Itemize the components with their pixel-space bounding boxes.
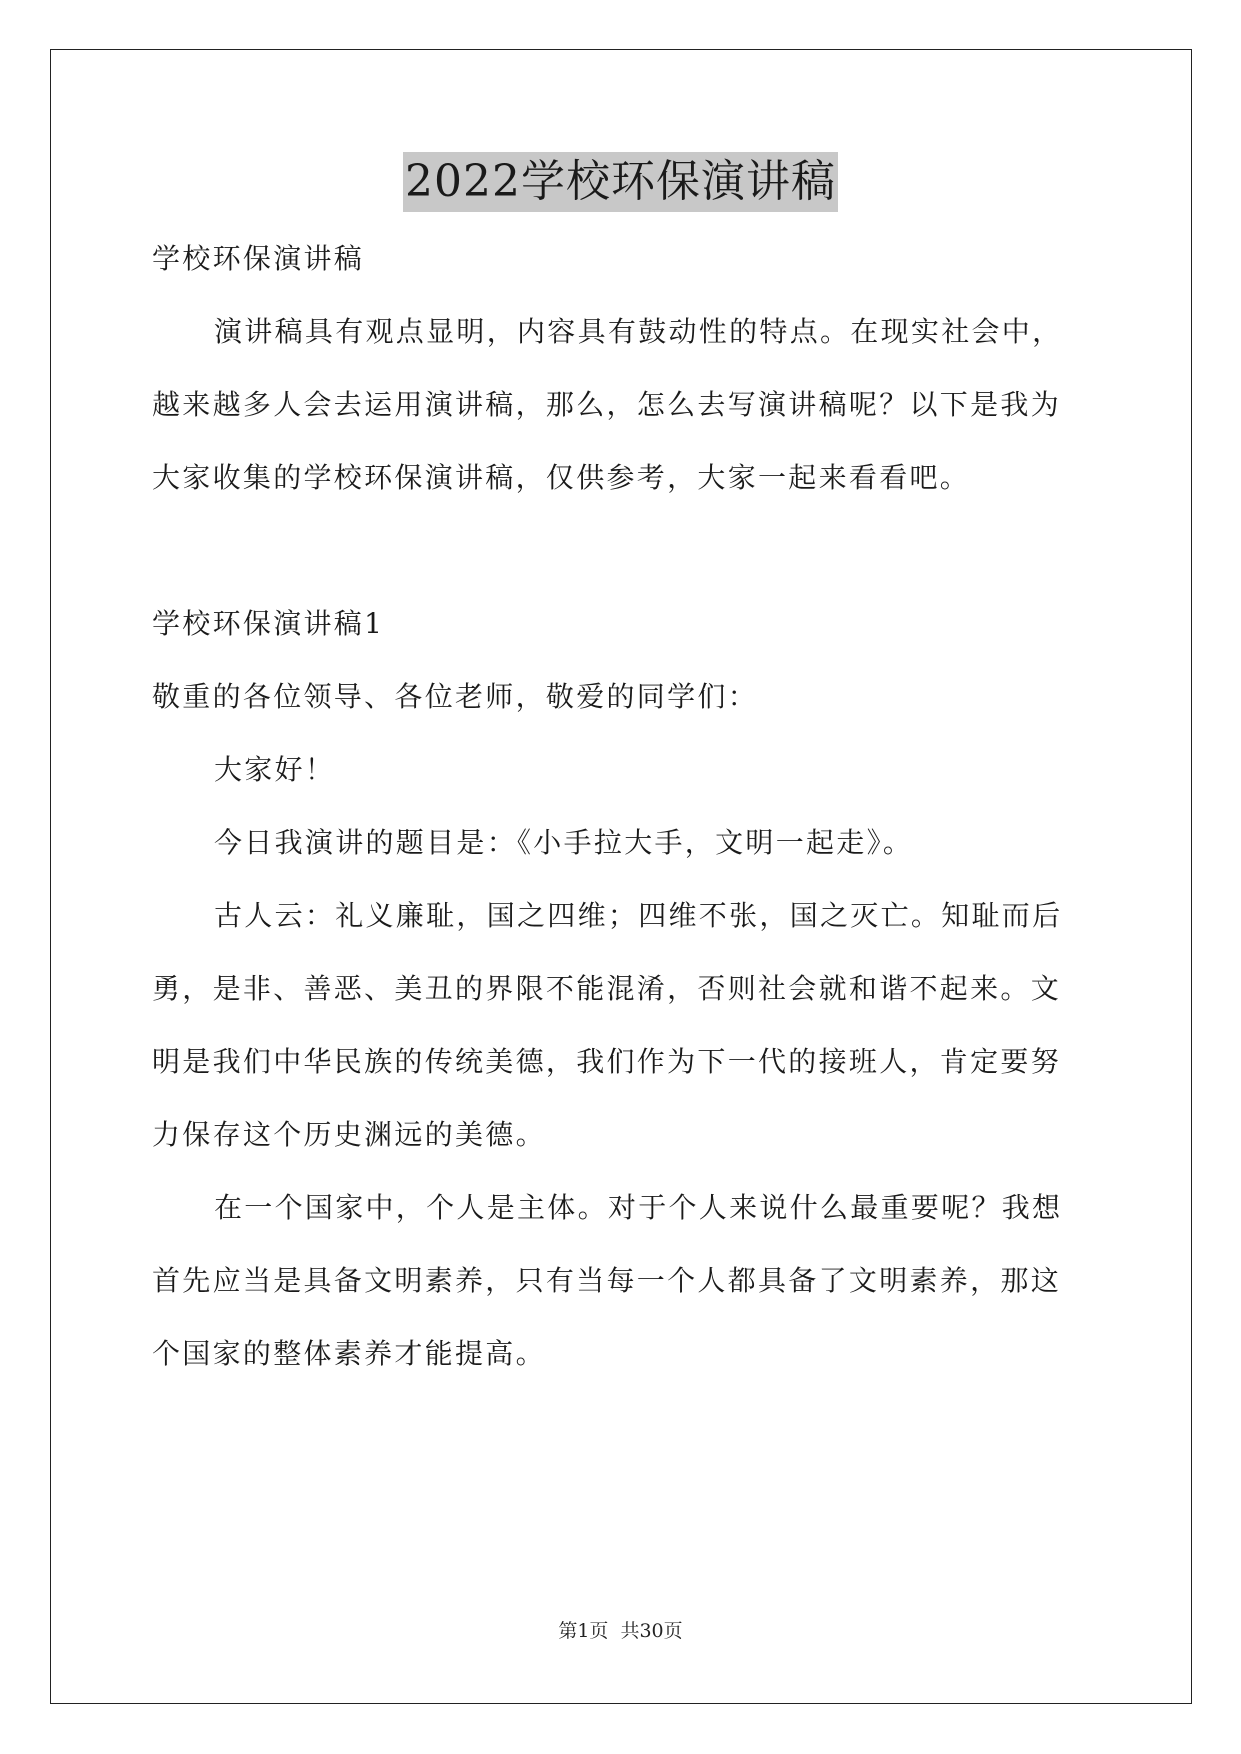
page-footer xyxy=(0,1616,1241,1643)
title-container xyxy=(0,152,1241,212)
page-border xyxy=(50,49,1192,1704)
paragraph-line: 在一个国家中，个人是主体。对于个人来说什么最重要呢？我想 xyxy=(214,1191,1063,1224)
page-number: 第1页 xyxy=(558,1620,609,1642)
paragraph-line: 首先应当是具备文明素养，只有当每一个人都具备了文明素养，那这 xyxy=(152,1264,1062,1297)
topic-line: 今日我演讲的题目是：《小手拉大手，文明一起走》。 xyxy=(214,826,914,859)
paragraph-line: 明是我们中华民族的传统美德，我们作为下一代的接班人，肯定要努 xyxy=(152,1045,1062,1078)
salutation: 敬重的各位领导、各位老师，敬爱的同学们： xyxy=(152,680,759,713)
paragraph-line: 个国家的整体素养才能提高。 xyxy=(152,1337,546,1370)
intro-line: 大家收集的学校环保演讲稿，仅供参考，大家一起来看看吧。 xyxy=(152,461,971,494)
paragraph-line: 力保存这个历史渊远的美德。 xyxy=(152,1118,546,1151)
paragraph-line: 勇，是非、善恶、美丑的界限不能混淆，否则社会就和谐不起来。文 xyxy=(152,972,1062,1005)
page-total: 共30页 xyxy=(620,1620,683,1642)
document-title: 2022学校环保演讲稿 xyxy=(403,152,838,212)
paragraph-line: 古人云：礼义廉耻，国之四维；四维不张，国之灭亡。知耻而后 xyxy=(214,899,1063,932)
subtitle: 学校环保演讲稿 xyxy=(152,242,365,275)
intro-line: 演讲稿具有观点显明，内容具有鼓动性的特点。在现实社会中， xyxy=(214,315,1063,348)
section-heading: 学校环保演讲稿1 xyxy=(152,607,385,640)
intro-line: 越来越多人会去运用演讲稿，那么，怎么去写演讲稿呢？以下是我为 xyxy=(152,388,1062,421)
greeting: 大家好！ xyxy=(214,753,336,786)
